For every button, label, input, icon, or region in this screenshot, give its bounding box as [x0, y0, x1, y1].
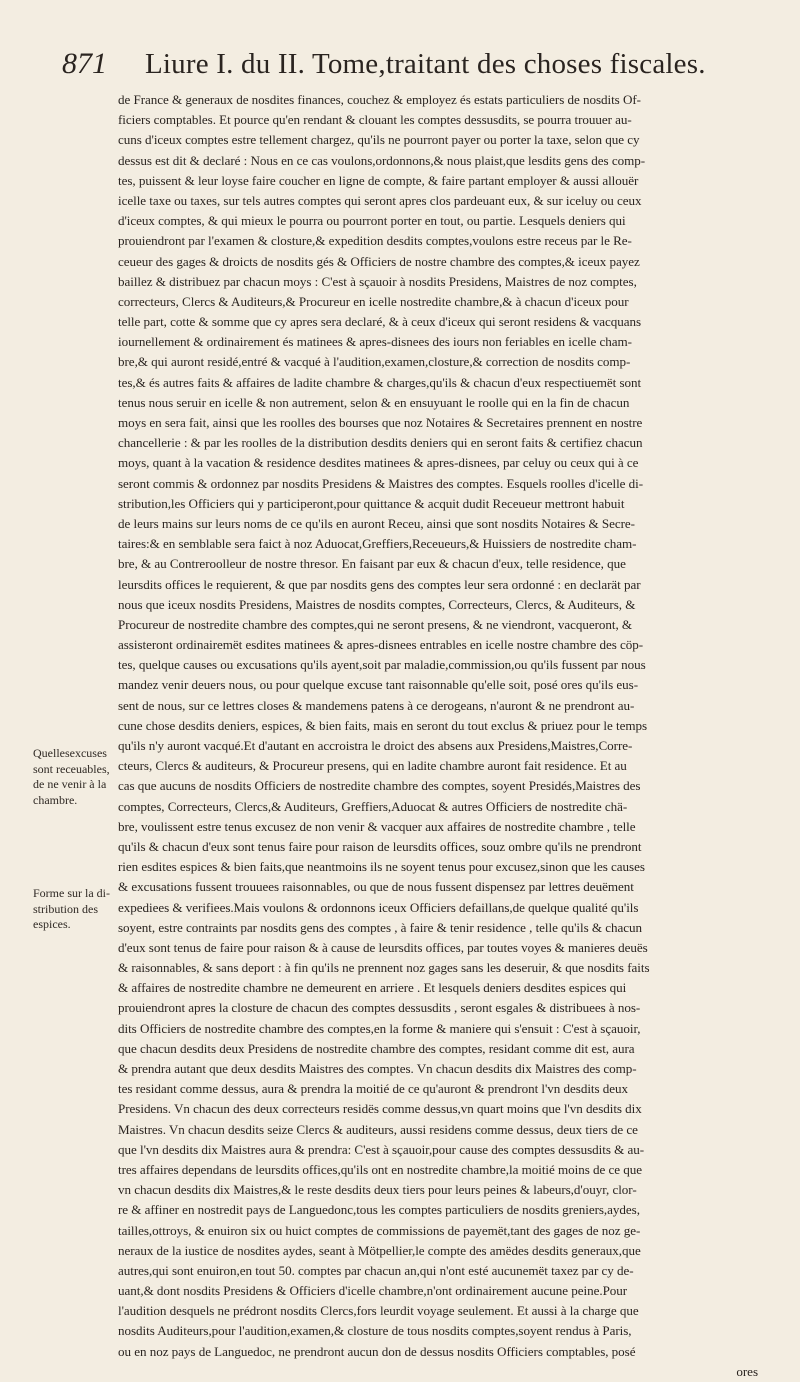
margin-note-distribution	[33, 886, 125, 933]
text-line: soyent, estre contraints par nosdits gens des comptes , à faire & tenir residence , telle qu'ils & chacun	[118, 919, 642, 935]
text-line: & prendra autant que deux desdits Maistres des comptes. Vn chacun desdits dix Maistres des comp-	[118, 1061, 637, 1076]
text-line: Presidens. Vn chacun des deux correcteurs residës comme dessus,vn quart moins que l'vn desdits dix	[118, 1101, 642, 1117]
text-line: neraux de la iustice de nosdites aydes, seant à Mötpellier,le compte des amëdes desdits generaux,que	[118, 1242, 641, 1258]
text-line: & raisonnables, & sans deport : à fin qu'ils ne prennent noz gages sans les deseruir, & que nosdits faits	[118, 960, 650, 976]
text-line: qu'ils & chacun d'eux sont tenus faire pour raison de leursdits offices, souz ombre qu'ils ne prendront	[118, 838, 642, 854]
text-line: tres affaires dependans de leursdits offices,qu'ils ont en nostredite chambre,la moitié moins de ce que	[118, 1161, 642, 1177]
text-line: & excusations fussent trouuees raisonnables, ou que de nous fussent dispensez par lettres deuëment	[118, 879, 634, 895]
text-line: de France & generaux de nosdites finances, couchez & employez és estats particuliers de nosdits Of-	[118, 92, 641, 107]
text-line: autres,qui sont enuiron,en tout 50. comptes par chacun an,qui n'ont esté aucunemët taxez par cy de-	[118, 1262, 634, 1278]
text-line: de leurs mains sur leurs noms de ce qu'ils en auront Receu, ainsi que sont nosdits Notaires & Secre-	[118, 515, 635, 531]
running-title: Liure I. du II. Tome,traitant des choses fiscales.	[145, 48, 706, 80]
text-line: dessus est dit & declaré : Nous en ce cas voulons,ordonnons,& nous plaist,que lesdits gens des comp-	[118, 152, 646, 168]
margin-note-excuses	[33, 746, 125, 808]
text-line: ou en noz pays de Languedoc, ne prendront aucun don de dessus nosdits Officiers comptables, posé	[118, 1343, 636, 1359]
text-line: tenus nous seruir en icelle & non autrement, selon & en ensuyuant le roolle qui en la fin de chacun	[118, 394, 630, 410]
text-line: Procureur de nostredite chambre des comptes,qui ne seront presens, & ne viendront, vacqueront, &	[118, 616, 633, 632]
text-line: uant,& dont nosdits Presidens & Officiers d'icelle chambre,n'ont ordinairement aucune peine.Pour	[118, 1283, 628, 1299]
text-line: tes, puissent & leur loyse faire coucher en ligne de compte, & faire partant employer & aussi allouër	[118, 172, 639, 188]
text-line: tes residant comme dessus, aura & prendra la moitié de ce qu'auront & prendront l'vn desdits deux	[118, 1081, 629, 1097]
text-line: icelle taxe ou taxes, sur tels autres comptes qui seront apres clos pardeuant eux, & sur iceluy ou ceux	[118, 192, 642, 208]
text-line: nosdits Auditeurs,pour l'audition,examen,& closture de tous nosdits comptes,soyent rendus à Paris,	[118, 1323, 632, 1339]
text-line: d'iceux comptes, & qui mieux le pourra ou pourront porter en tout, ou partie. Lesquels deniers qui	[118, 213, 626, 229]
text-line: leursdits offices le requierent, & que par nosdits gens des comptes leur sera ordonné : en declarät par	[118, 576, 641, 592]
text-line: bre, & au Contreroolleur de nostre thresor. En faisant par eux & chacun d'eux, telle residence, que	[118, 556, 626, 572]
margin-note-line: de ne venir à la	[33, 777, 107, 791]
text-line: cteurs, Clercs & auditeurs, & Procureur presens, qui en ladite chambre auront fait residence. Et au	[118, 758, 627, 774]
text-line: mandez venir deuers nous, ou pour quelque excuse tant raisonnable qu'elle soit, posé ores qu'ils eus-	[118, 677, 639, 693]
page-header	[60, 44, 780, 84]
text-line: qu'ils n'y auront vacqué.Et d'autant en accroistra le droict des absens aux Presidens,Maistres,Corre-	[118, 738, 633, 753]
text-line: que l'vn desdits dix Maistres aura & prendra: C'est à sçauoir,pour cause des comptes dessusdits & au-	[118, 1141, 645, 1157]
text-line: iournellement & ordinairement és matinees & apres-disnees des iours non feriables en icelle cham-	[118, 334, 632, 350]
text-line: ores	[736, 1363, 758, 1379]
text-line: ficiers comptables. Et pource qu'en rendant & clouant les comptes dessusdits, se pourra trouuer au-	[118, 112, 632, 128]
text-line: seront commis & ordonnez par nosdits Presidens & Maistres des comptes. Esquels roolles d'icelle di-	[118, 475, 644, 491]
text-line: ceueur des gages & droicts de nosdits gés & Officiers de nostre chambre des comptes,& iceux payez	[118, 253, 640, 269]
text-line: expediees & verifiees.Mais voulons & ordonnons iceux Officiers defaillans,de quelque qualité qu'ils	[118, 899, 639, 915]
text-line: moys en sera fait, ainsi que les roolles des bourses que noz Notaires & Secretaires prennent en nostre	[118, 415, 643, 430]
text-line: & affaires de nostredite chambre ne demeurent en arriere . Et lesquels deniers desdites espices qui	[118, 980, 627, 996]
text-line: d'eux sont tenus de faire pour raison & à cause de leursdits offices, par toutes voyes & manieres deuës	[118, 939, 648, 955]
text-line: comptes, Correcteurs, Clercs,& Auditeurs, Greffiers,Aduocat & autres Officiers de nostredite chä-	[118, 798, 628, 814]
text-line: telle part, cotte & somme que cy apres sera declaré, & à ceux d'iceux qui seront residens & vacquans	[118, 314, 642, 330]
text-line: chancellerie : & par les roolles de la distribution desdits deniers qui en seront faits & certifiez chacun	[118, 435, 643, 451]
text-line: tes,& és autres faits & affaires de ladite chambre & charges,qu'ils & chacun d'eux respectiuemët sont	[118, 374, 642, 390]
text-line: Maistres. Vn chacun desdits seize Clercs & auditeurs, aussi residens comme dessus, deux tiers de ce	[118, 1121, 638, 1137]
text-line: stribution,les Officiers qui y participeront,pour quittance & acquit dudit Receueur mettront habuit	[118, 495, 625, 511]
folio-number: 871	[62, 47, 107, 80]
text-line: assisteront ordinairemët esdites matinees & apres-disnees entrables en icelle nostre chambre des cöp-	[118, 637, 644, 653]
text-line: que chacun desdits deux Presidens de nostredite chambre des comptes, residant comme dit est, aura	[118, 1040, 635, 1056]
text-line: tes, quelque causes ou excusations qu'ils ayent,soit par maladie,commission,ou qu'ils fussent par nous	[118, 657, 646, 673]
text-line: vn chacun desdits dix Maistres,& le reste desdits deux tiers pour leurs peines & labeurs,d'ouyr, clor-	[118, 1182, 637, 1198]
margin-note-line: sont receuables,	[33, 761, 110, 776]
text-line: cune chose desdits deniers, espices, & bien faits, mais en seront du tout exclus & priuez pour le temps	[118, 717, 648, 733]
text-line: re & affiner en nostredit pays de Languedonc,tous les comptes particuliers de nosdits greniers,aydes,	[118, 1202, 640, 1218]
text-line: correcteurs, Clercs & Auditeurs,& Procureur en icelle nostredite chambre,& à chacun d'iceux pour	[118, 293, 629, 309]
text-line: baillez & distribuez par chacun moys : C'est à sçauoir à nosdits Presidens, Maistres de noz comptes,	[118, 273, 637, 289]
margin-note-line: stribution des	[33, 901, 98, 916]
text-line: sent de nous, sur ce lettres closes & mandemens patens à ce derogeans, n'auront & ne prendront au-	[118, 697, 635, 713]
text-line: l'audition desquels ne prédront nosdits Clercs,fors leurdit voyage seulement. Et aussi à la charge que	[118, 1303, 639, 1319]
text-line: prouiendront par l'examen & closture,& expedition desdits comptes,voulons estre receus par le Re-	[118, 233, 632, 249]
text-line: cuns d'iceux comptes estre tellement chargez, qu'ils ne pourront payer ou porter la taxe, selon que cy	[118, 132, 640, 148]
text-line: tailles,ottroys, & enuiron six ou huict comptes de commissions de payemët,tant des gages de noz ge-	[118, 1222, 641, 1238]
text-line: nous que iceux nosdits Presidens, Maistres de nosdits comptes, Correcteurs, Clercs, & Auditeurs, &	[118, 596, 636, 612]
margin-note-line: espices.	[33, 917, 71, 931]
margin-note-line: Quellesexcuses	[33, 746, 107, 760]
text-line: rien esdites espices & bien faits,que neantmoins ils ne soyent tenus pour excusez,sinon que les causes	[118, 859, 645, 875]
margin-note-line: Forme sur la di-	[33, 886, 110, 900]
text-line: prouiendront apres la closture de chacun des comptes dessusdits , seront esgales & distribuees à nos-	[118, 1000, 641, 1016]
text-line: taires:& en semblable sera faict à noz Aduocat,Greffiers,Receueurs,& Huissiers de nostredite cham-	[118, 536, 637, 552]
text-line: bre,& qui auront residé,entré & vacqué à l'audition,examen,closture,& correction de nosdits comp-	[118, 354, 631, 370]
text-line: bre, voulissent estre tenus excusez de non venir & vacquer aux affaires de nostredite chambre , telle	[118, 818, 636, 834]
margin-note-line: chambre.	[33, 792, 78, 807]
text-line: dits Officiers de nostredite chambre des comptes,en la forme & maniere qui s'ensuit : C'est à sçauoir,	[118, 1020, 641, 1036]
text-line: moys, quant à la vacation & residence desdites matinees & apres-disnees, par celuy ou ceux qui à ce	[118, 455, 639, 471]
body-text	[118, 90, 758, 1382]
text-line: cas que aucuns de nosdits Officiers de nostredite chambre des comptes, soyent Presidés,Maistres des	[118, 778, 641, 794]
